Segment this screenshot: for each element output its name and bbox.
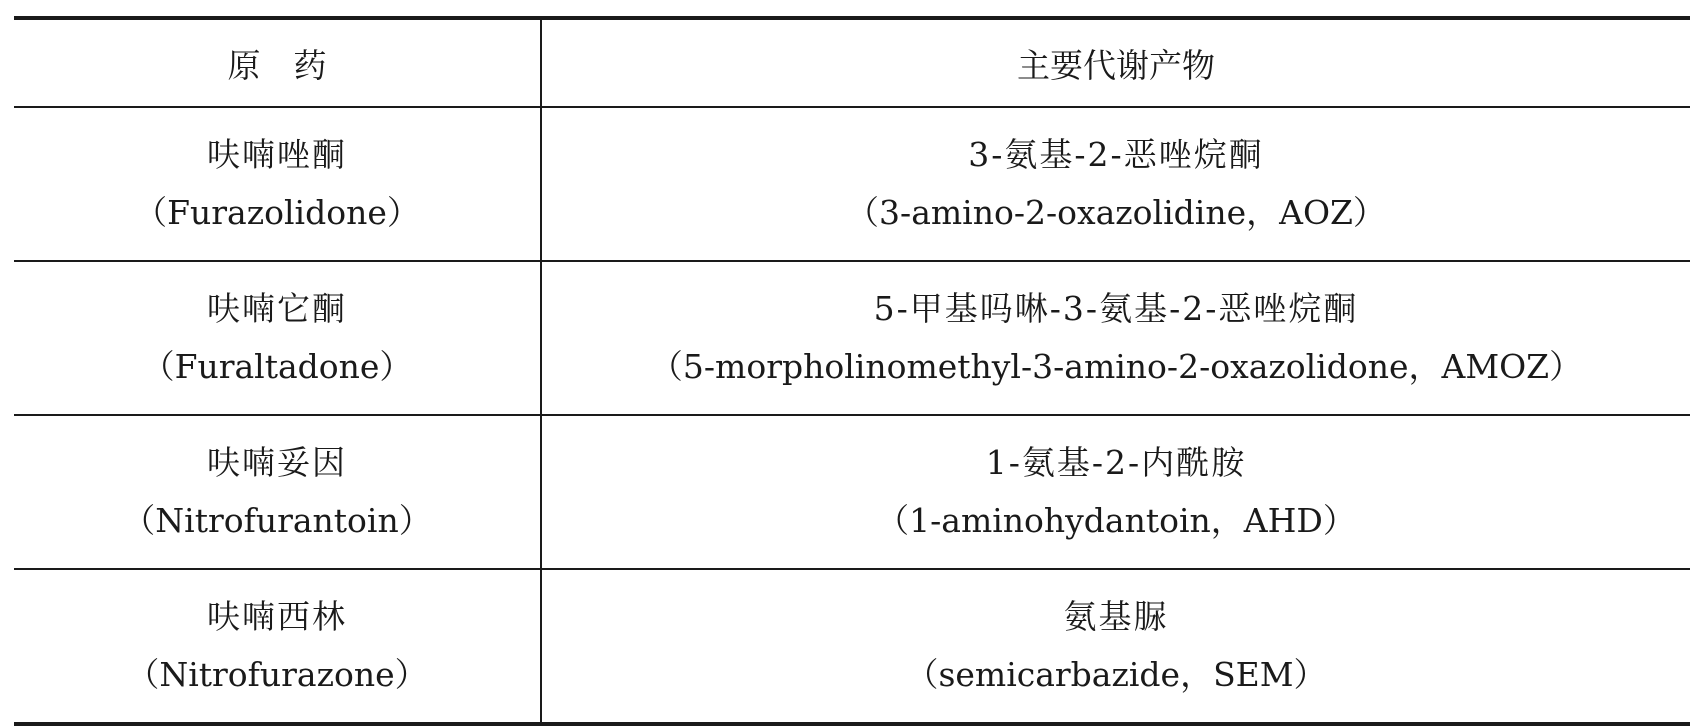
metabolite-name-en: （semicarbazide，SEM） (905, 655, 1327, 694)
header-row (14, 18, 1690, 107)
metabolite-name-cn: 氨基脲 (1063, 597, 1169, 636)
table-header (14, 18, 1690, 107)
table-row (14, 261, 1690, 415)
metabolite-name-en: （5-morpholinomethyl-3-amino-2-oxazolidone，AMOZ） (649, 347, 1583, 386)
metabolite-cell (541, 107, 1690, 261)
table-row (14, 569, 1690, 724)
metabolite-table-container (14, 16, 1690, 726)
drug-name-cn: 呋喃它酮 (207, 289, 347, 328)
metabolite-name-cn: 5-甲基吗啉-3-氨基-2-恶唑烷酮 (873, 289, 1359, 328)
nitrofuran-metabolite-table (14, 16, 1690, 726)
drug-cell (14, 107, 541, 261)
drug-name-en: （Furazolidone） (134, 193, 420, 232)
drug-cell (14, 261, 541, 415)
table-body (14, 107, 1690, 724)
drug-cell (14, 415, 541, 569)
drug-name-en: （Nitrofurantoin） (122, 501, 432, 540)
header-main-metabolite: 主要代谢产物 (541, 18, 1690, 107)
metabolite-cell (541, 569, 1690, 724)
drug-name-en: （Nitrofurazone） (126, 655, 428, 694)
table-row (14, 107, 1690, 261)
header-original-drug: 原 药 (14, 18, 541, 107)
drug-name-cn: 呋喃唑酮 (207, 135, 347, 174)
drug-name-cn: 呋喃西林 (207, 597, 347, 636)
metabolite-name-en: （1-aminohydantoin，AHD） (876, 501, 1356, 540)
drug-name-cn: 呋喃妥因 (207, 443, 347, 482)
metabolite-name-en: （3-amino-2-oxazolidine，AOZ） (846, 193, 1386, 232)
drug-cell (14, 569, 541, 724)
metabolite-cell (541, 415, 1690, 569)
drug-name-en: （Furaltadone） (141, 347, 413, 386)
metabolite-name-cn: 1-氨基-2-内酰胺 (985, 443, 1247, 482)
metabolite-name-cn: 3-氨基-2-恶唑烷酮 (968, 135, 1264, 174)
metabolite-cell (541, 261, 1690, 415)
table-row (14, 415, 1690, 569)
